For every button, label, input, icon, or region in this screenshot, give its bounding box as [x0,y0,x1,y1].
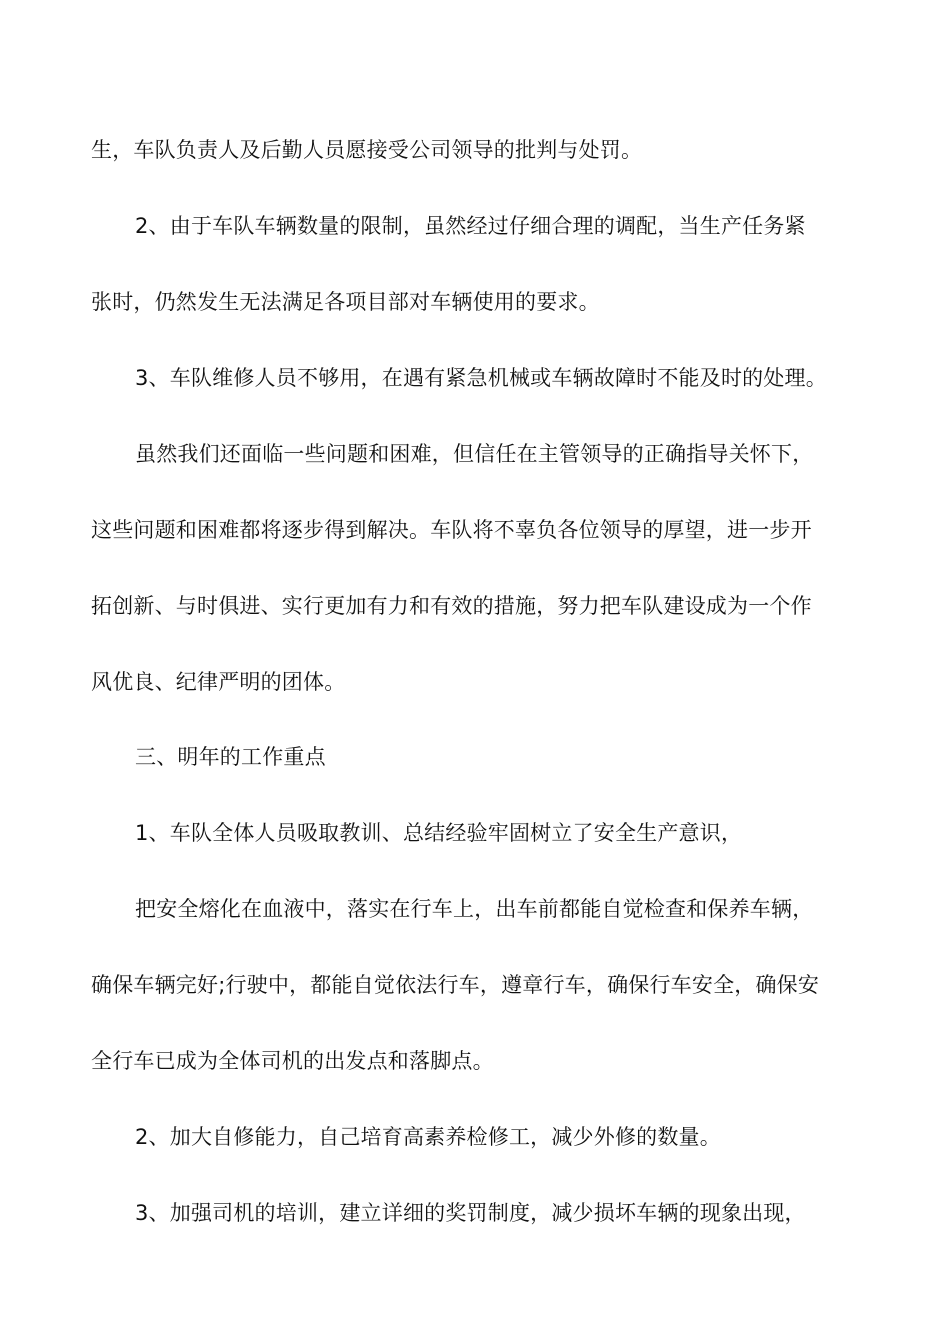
text-line-10: 1、车队全体人员吸取教训、总结经验牢固树立了安全生产意识， [135,821,743,845]
text-line-4: 3、车队维修人员不够用，在遇有紧急机械或车辆故障时不能及时的处理。 [135,366,827,390]
text-line-5: 虽然我们还面临一些问题和困难，但信任在主管领导的正确指导关怀下， [135,442,814,466]
text-line-7: 拓创新、与时俱进、实行更加有力和有效的措施，努力把车队建设成为一个作 [91,594,812,618]
text-line-11: 把安全熔化在血液中，落实在行车上，出车前都能自觉检查和保养车辆， [135,897,814,921]
section-heading: 三、明年的工作重点 [135,745,326,769]
text-line-1: 生，车队负责人及后勤人员愿接受公司领导的批判与处罚。 [91,138,643,162]
text-line-2: 2、由于车队车辆数量的限制，虽然经过仔细合理的调配，当生产任务紧 [135,214,806,238]
text-line-14: 2、加大自修能力，自己培育高素养检修工，减少外修的数量。 [135,1125,721,1149]
text-line-8: 风优良、纪律严明的团体。 [91,670,346,694]
text-line-15: 3、加强司机的培训，建立详细的奖罚制度，减少损坏车辆的现象出现， [135,1201,806,1225]
text-line-6: 这些问题和困难都将逐步得到解决。车队将不辜负各位领导的厚望，进一步开 [91,518,812,542]
text-line-12: 确保车辆完好;行驶中，都能自觉依法行车，遵章行车，确保行车安全，确保安 [91,973,820,997]
text-line-13: 全行车已成为全体司机的出发点和落脚点。 [91,1049,494,1073]
text-line-3: 张时，仍然发生无法满足各项目部对车辆使用的要求。 [91,290,600,314]
